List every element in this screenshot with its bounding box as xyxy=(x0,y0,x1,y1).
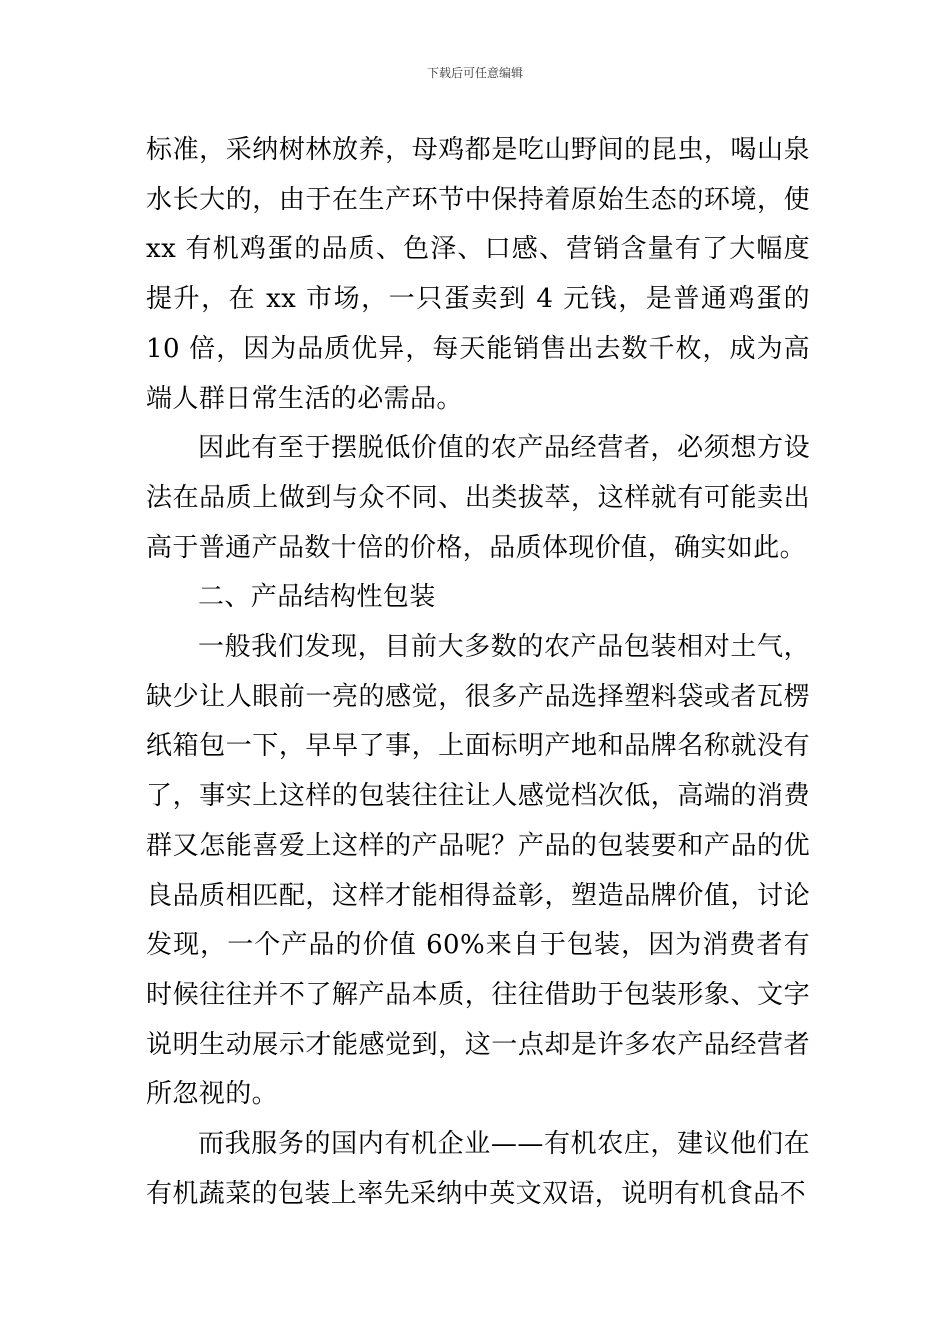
paragraph-2: 因此有至于摆脱低价值的农产品经营者，必须想方设法在品质上做到与众不同、出类拔萃，这样就有可能卖出高于普通产品数十倍的价格，品质体现价值，确实如此。 xyxy=(146,433,810,563)
document-body xyxy=(146,126,810,1219)
page-header: 下载后可任意编辑 xyxy=(426,66,523,80)
paragraph-1: 标准，采纳树林放养，母鸡都是吃山野间的昆虫，喝山泉水长大的，由于在生产环节中保持着原始生态的环境，使 xx 有机鸡蛋的品质、色泽、口感、营销含量有了大幅度提升，在 xx 市场，一只蛋卖到 4 元钱，是普通鸡蛋的 10 倍，因为品质优异，每天能销售出去数千枚，成为高端人群日常生活的必需品。 xyxy=(146,135,810,414)
paragraph-4: 而我服务的国内有机企业——有机农庄，建议他们在有机蔬菜的包装上率先采纳中英文双语，说明有机食品不 xyxy=(146,1129,810,1209)
section-heading: 二、产品结构性包装 xyxy=(198,582,436,613)
paragraph-3: 一般我们发现，目前大多数的农产品包装相对土气，缺少让人眼前一亮的感觉，很多产品选择塑料袋或者瓦楞纸箱包一下，早早了事，上面标明产地和品牌名称就没有了，事实上这样的包装往往让人感觉档次低，高端的消费群又怎能喜爱上这样的产品呢？产品的包装要和产品的优良品质相匹配，这样才能相得益彰，塑造品牌价值，讨论发现，一个产品的价值 60%来自于包装，因为消费者有时候往往并不了解产品本质，往往借助于包装形象、文字说明生动展示才能感觉到，这一点却是许多农产品经营者所忽视的。 xyxy=(146,632,810,1110)
